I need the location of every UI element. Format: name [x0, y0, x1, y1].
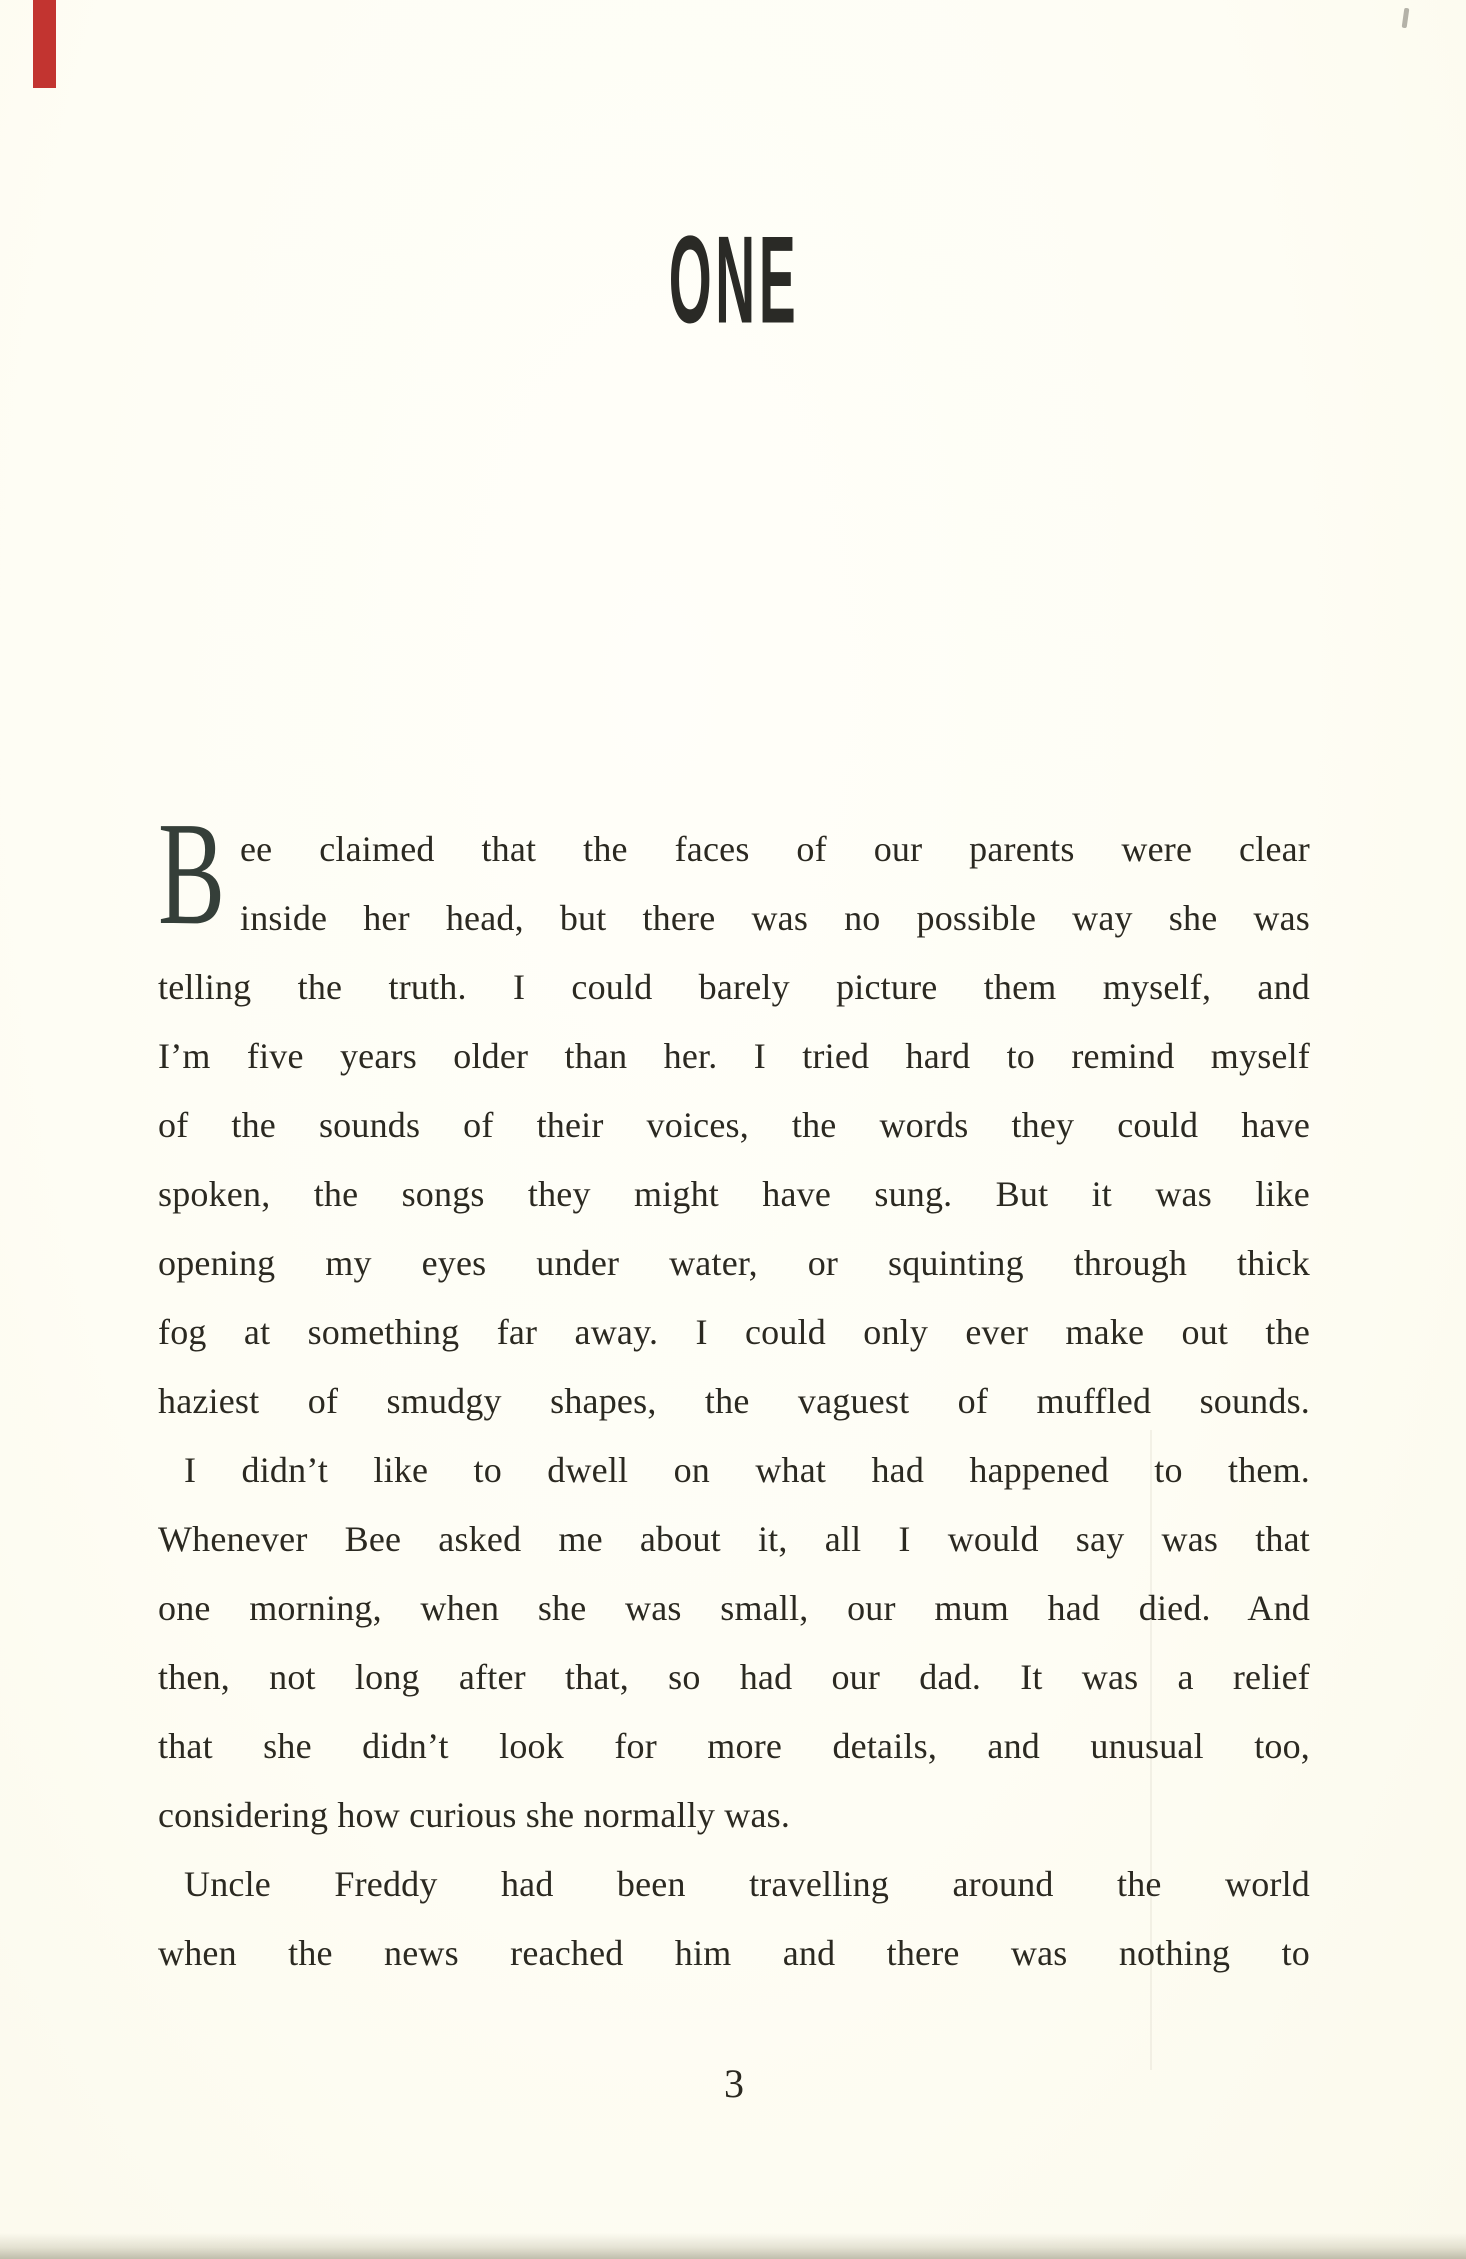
body-line: I’m five years older than her. I tried hard to remind myself — [158, 1036, 1310, 1076]
body-line: inside her head, but there was no possible way she was — [240, 898, 1310, 938]
body-line: telling the truth. I could barely picture them myself, and — [158, 967, 1310, 1007]
body-line: haziest of smudgy shapes, the vaguest of muffled sounds. — [158, 1381, 1310, 1421]
chapter-title: ONE — [668, 210, 800, 350]
body-line: when the news reached him and there was nothing to — [158, 1933, 1310, 1973]
drop-cap: B — [158, 792, 226, 956]
body-line: considering how curious she normally was. — [158, 1795, 791, 1835]
scan-crease — [1150, 1430, 1152, 2070]
body-line: one morning, when she was small, our mum had died. And — [158, 1588, 1310, 1628]
page-number: 3 — [724, 2061, 744, 2106]
body-text — [158, 792, 1310, 1988]
body-line: spoken, the songs they might have sung. But it was like — [158, 1174, 1310, 1214]
body-line: opening my eyes under water, or squinting through thick — [158, 1243, 1310, 1283]
body-line: fog at something far away. I could only ever make out the — [158, 1312, 1310, 1352]
red-edge-mark — [33, 0, 56, 88]
body-line: of the sounds of their voices, the words they could have — [158, 1105, 1310, 1145]
body-line: that she didn’t look for more details, and unusual too, — [158, 1726, 1310, 1766]
scan-speck — [1402, 8, 1410, 29]
body-line: Whenever Bee asked me about it, all I would say was that — [158, 1519, 1310, 1559]
body-line: I didn’t like to dwell on what had happened to them. — [184, 1450, 1310, 1490]
scan-shadow-band — [0, 2233, 1466, 2259]
chapter-heading — [158, 210, 1310, 350]
body-line: Uncle Freddy had been travelling around the world — [184, 1864, 1310, 1904]
body-line: ee claimed that the faces of our parents were clear — [240, 829, 1310, 869]
body-line: then, not long after that, so had our dad. It was a relief — [158, 1657, 1310, 1697]
